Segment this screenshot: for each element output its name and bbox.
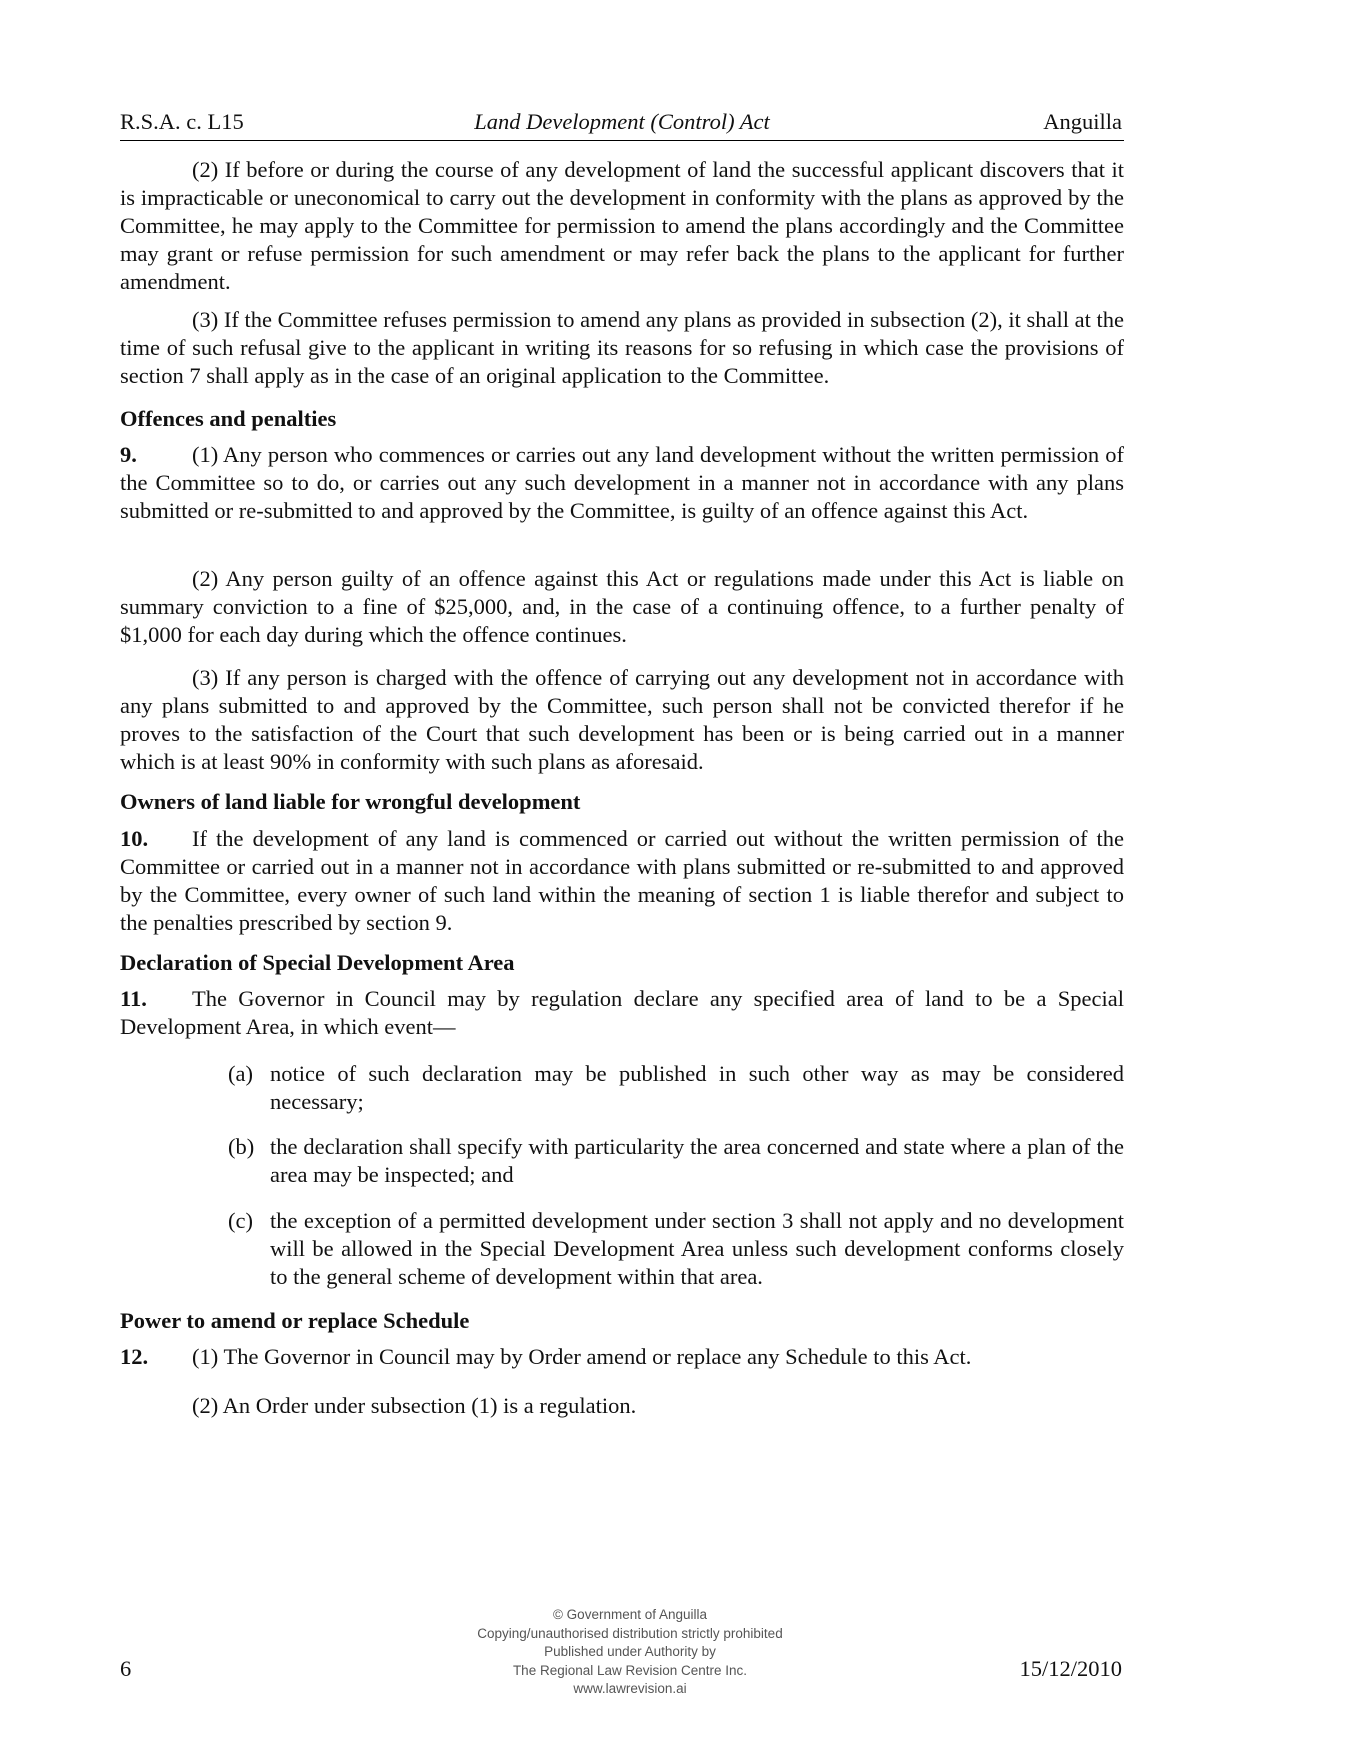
footer-line: The Regional Law Revision Centre Inc. [512, 1662, 748, 1678]
running-header [120, 108, 1124, 141]
section-12-subsection-1 [120, 1343, 1124, 1371]
section-heading: Owners of land liable for wrongful development [120, 789, 581, 814]
paragraph: (2) If before or during the course of any development of land the successful applicant discovers that it is impracticable or uneconomical to carry out the development in conformity with the plans as approved by the Committee, he may apply to the Committee for permission to amend the plans accordingly and the Committee may grant or refuse permission for such amendment or may refer back the plans to the applicant for further amendment. [120, 157, 1124, 294]
section-12-subsection-2 [120, 1392, 1124, 1420]
paragraph [120, 1343, 1124, 1371]
paragraph-text: The Governor in Council may by regulation declare any specified area of land to be a Special Development Area, in which event— [120, 986, 1124, 1039]
item-text: the declaration shall specify with particularity the area concerned and state where a plan of the area may be inspected; and [270, 1134, 1124, 1187]
document-page [120, 0, 1124, 1760]
section-number: 11. [120, 986, 147, 1011]
paragraph: (3) If any person is charged with the offence of carrying out any development not in accordance with any plans submitted to and approved by the Committee, such person shall not be convicted therefor if he proves to the satisfaction of the Court that such development has been or is being carried out in a manner which is at least 90% in conformity with such plans as aforesaid. [120, 665, 1124, 774]
footer-url: www.lawrevision.ai [573, 1681, 687, 1696]
item-text: notice of such declaration may be published in such other way as may be considered necessary; [270, 1061, 1124, 1114]
paragraph [120, 441, 1124, 525]
paragraph [120, 825, 1124, 937]
section-9-heading-block [120, 405, 1124, 433]
section-9-subsection-1 [120, 441, 1124, 525]
section-10-body [120, 825, 1124, 937]
revision-date: 15/12/2010 [1019, 1656, 1122, 1681]
section-heading: Offences and penalties [120, 406, 337, 431]
footer-line: © Government of Anguilla [552, 1607, 708, 1622]
section-number: 10. [120, 826, 149, 851]
paragraph-text: (1) The Governor in Council may by Order amend or replace any Schedule to this Act. [192, 1344, 972, 1369]
page-number: 6 [120, 1656, 132, 1681]
header-citation: R.S.A. c. L15 [120, 109, 244, 134]
paragraph [120, 985, 1124, 1041]
section-11-heading-block [120, 949, 1124, 977]
paragraph-text: (1) Any person who commences or carries out any land development without the written permission of the Committee so to do, or carries out any such development in a manner not in accordance with any plans submitted or re-submitted to and approved by the Committee, is guilty of an offence against this Act. [120, 442, 1124, 523]
section-9-subsection-2 [120, 565, 1124, 649]
header-jurisdiction: Anguilla [1043, 109, 1122, 134]
paragraph: (2) Any person guilty of an offence against this Act or regulations made under this Act is liable on summary conviction to a fine of $25,000, and, in the case of a continuing offence, to a further penalty of $1,000 for each day during which the offence continues. [120, 566, 1124, 647]
section-number: 9. [120, 442, 137, 467]
section-10-heading-block [120, 788, 1124, 816]
section-8-subsection-2 [120, 156, 1124, 296]
header-act-title: Land Development (Control) Act [474, 109, 770, 134]
paragraph: (3) If the Committee refuses permission to amend any plans as provided in subsection (2), it shall at the time of such refusal give to the applicant in writing its reasons for so refusing in which case the provisions of section 7 shall apply as in the case of an original application to the Committee. [120, 307, 1124, 388]
section-heading: Declaration of Special Development Area [120, 950, 515, 975]
item-label: (b) [228, 1134, 255, 1159]
list-item-b [228, 1133, 1124, 1189]
section-11-body [120, 985, 1124, 1041]
section-12-heading-block [120, 1307, 1124, 1335]
paragraph: (2) An Order under subsection (1) is a regulation. [192, 1393, 637, 1418]
item-text: the exception of a permitted development under section 3 shall not apply and no development will be allowed in the Special Development Area unless such development conforms closely to the general scheme of development within that area. [270, 1208, 1124, 1289]
section-8-subsection-3 [120, 306, 1124, 390]
section-number: 12. [120, 1344, 149, 1369]
copyright-notice [450, 1606, 810, 1699]
footer-line: Published under Authority by [544, 1644, 716, 1659]
section-heading: Power to amend or replace Schedule [120, 1308, 470, 1333]
footer-line: Copying/unauthorised distribution strictly prohibited [477, 1625, 783, 1641]
paragraph-text: If the development of any land is commenced or carried out without the written permission of the Committee or carried out in a manner not in accordance with plans submitted or re-submitted to and approved by the Committee, every owner of such land within the meaning of section 1 is liable therefor and subject to the penalties prescribed by section 9. [120, 826, 1124, 935]
item-label: (a) [228, 1061, 253, 1086]
list-item-c [228, 1207, 1124, 1291]
list-item-a [228, 1060, 1124, 1116]
section-9-subsection-3 [120, 664, 1124, 776]
item-label: (c) [228, 1208, 253, 1233]
